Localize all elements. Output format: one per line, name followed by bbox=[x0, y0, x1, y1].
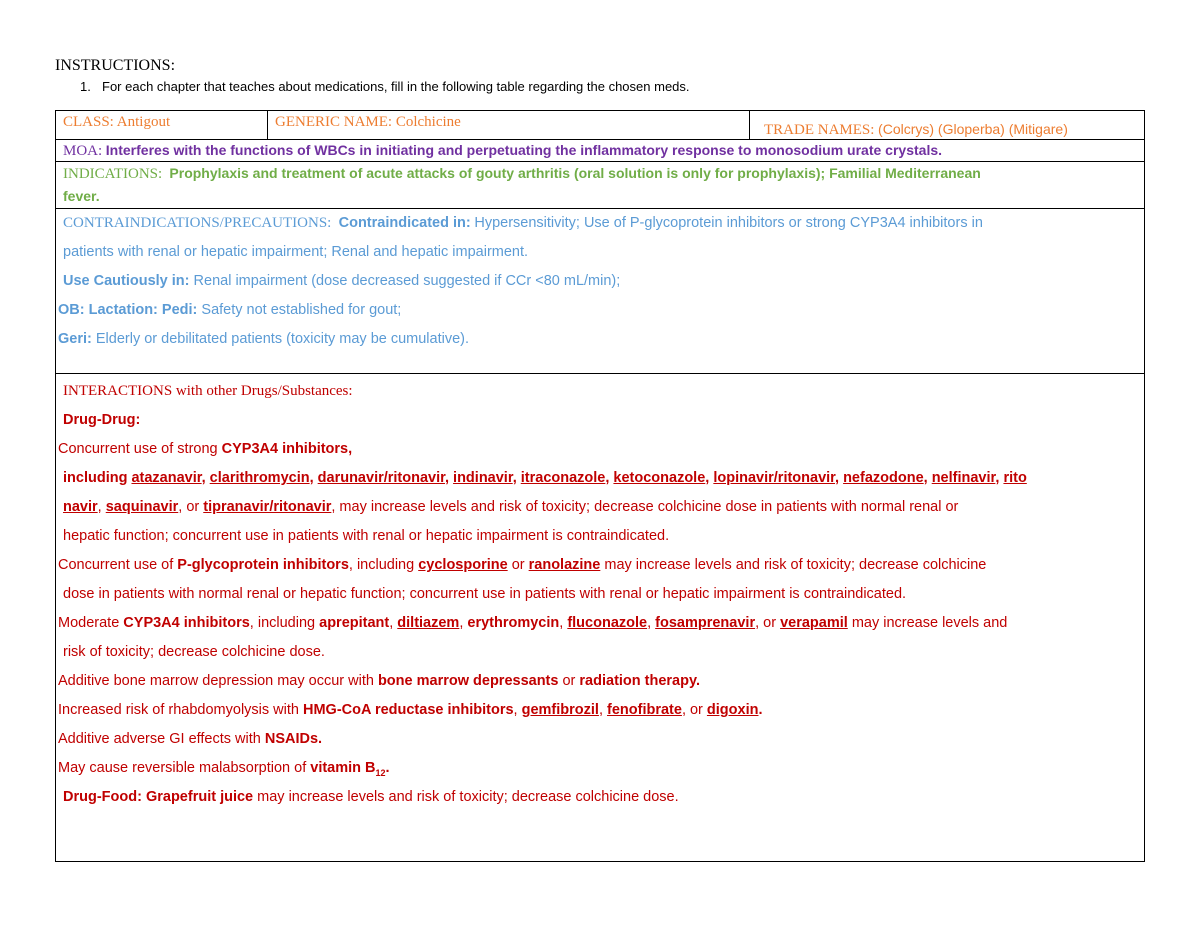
pgp-a: Concurrent use of bbox=[58, 557, 178, 573]
dd2-text: including bbox=[63, 470, 132, 486]
pgp-line-1 bbox=[58, 557, 986, 573]
interactions-label: INTERACTIONS with other Drugs/Substances: bbox=[63, 383, 353, 399]
drug-nefazodone: nefazodone bbox=[843, 470, 924, 486]
indications-text-1: Prophylaxis and treatment of acute attacks of gouty arthritis (oral solution is only for prophylaxis); Familial Mediterranean bbox=[169, 165, 981, 181]
drug-navir: navir bbox=[63, 499, 98, 515]
dd-line-3: navir, saquinavir, or tipranavir/ritonavir, may increase levels and risk of toxicity; decrease colchicine dose in patients with normal renal or bbox=[63, 499, 959, 515]
drug-lopinavir-ritonavir: lopinavir/ritonavir bbox=[713, 470, 836, 486]
drug-darunavir-ritonavir: darunavir/ritonavir bbox=[317, 470, 445, 486]
moa-row bbox=[56, 140, 1144, 162]
drug-food-label: Drug-Food: bbox=[63, 789, 142, 805]
generic-name-cell bbox=[268, 111, 750, 139]
gi-line bbox=[58, 731, 322, 747]
instructions-title: INSTRUCTIONS: bbox=[55, 57, 176, 74]
drug-indinavir: indinavir bbox=[453, 470, 513, 486]
pgp-line-2: dose in patients with normal renal or hepatic function; concurrent use in patients with renal or hepatic impairment is contraindicated. bbox=[63, 586, 907, 602]
pgp-b: P-glycoprotein inhibitors bbox=[177, 557, 349, 573]
gi-a: Additive adverse GI effects with bbox=[58, 731, 265, 747]
food-b: Grapefruit juice bbox=[145, 789, 254, 805]
b12-sub: 12 bbox=[375, 767, 386, 778]
contraindications-row bbox=[56, 209, 1144, 374]
b12-line: May cause reversible malabsorption of vitamin $B_{12}$. bbox=[58, 760, 390, 778]
indications-label: INDICATIONS: bbox=[63, 166, 163, 182]
gi-b: NSAIDs. bbox=[264, 731, 323, 747]
dd1-bold: CYP3A4 inhibitors, bbox=[221, 441, 353, 457]
contra-label: CONTRAINDICATIONS/PRECAUTIONS: bbox=[63, 215, 332, 231]
mod-b: CYP3A4 inhibitors bbox=[123, 615, 250, 631]
generic-name-label: GENERIC NAME: Colchicine bbox=[275, 114, 461, 130]
drug-ketoconazole: ketoconazole bbox=[613, 470, 706, 486]
indications-row bbox=[56, 162, 1144, 209]
drug-cyclosporine: cyclosporine bbox=[418, 557, 508, 573]
caution-line bbox=[63, 273, 620, 289]
caution-text: Renal impairment (dose decreased suggested if CCr <80 mL/min); bbox=[193, 273, 621, 289]
moderate-line-2: risk of toxicity; decrease colchicine dose. bbox=[63, 644, 325, 660]
contra-line-1 bbox=[63, 215, 983, 232]
geri-line bbox=[58, 331, 469, 347]
dd-line-2: including atazanavir, clarithromycin, darunavir/ritonavir, indinavir, itraconazole, ketoconazole, lopinavir/ritonavir, nefazodone, nelfinavir, rito bbox=[63, 470, 1027, 486]
class-cell bbox=[56, 111, 268, 139]
header-row bbox=[56, 111, 1144, 140]
b12-b: vitamin B bbox=[310, 760, 376, 776]
trade-names-label: TRADE NAMES: bbox=[764, 122, 875, 138]
ob-text: Safety not established for gout; bbox=[201, 302, 402, 318]
bone-marrow-line bbox=[58, 673, 700, 689]
moderate-line-1: Moderate CYP3A4 inhibitors, including aprepitant, diltiazem, erythromycin, fluconazole, fosamprenavir, or verapamil may increase levels and bbox=[58, 615, 1008, 631]
mod-j: may increase levels and bbox=[847, 615, 1008, 631]
indications-text-2: fever. bbox=[63, 188, 100, 204]
drug-atazanavir: atazanavir bbox=[131, 470, 202, 486]
drug-fluconazole: fluconazole bbox=[567, 615, 648, 631]
bone-b: bone marrow depressants bbox=[377, 673, 559, 689]
drug-digoxin: digoxin bbox=[706, 702, 759, 718]
instructions-item-number: 1. bbox=[80, 79, 91, 94]
drug-diltiazem: diltiazem bbox=[397, 615, 460, 631]
drug-verapamil: verapamil bbox=[780, 615, 848, 631]
bone-d: radiation therapy. bbox=[579, 673, 700, 689]
drug-saquinavir: saquinavir bbox=[105, 499, 179, 515]
drug-tipranavir-ritonavir: tipranavir/ritonavir bbox=[203, 499, 332, 515]
trade-names-cell bbox=[750, 111, 1144, 139]
drug-drug-label: Drug-Drug: bbox=[63, 412, 141, 428]
drug-clarithromycin: clarithromycin bbox=[209, 470, 310, 486]
rhab-a: Increased risk of rhabdomyolysis with bbox=[58, 702, 303, 718]
trade-names-values: (Colcrys) (Gloperba) (Mitigare) bbox=[878, 121, 1068, 137]
drug-rito: rito bbox=[1003, 470, 1027, 486]
drug-food-line bbox=[63, 789, 679, 805]
moa-text: Interferes with the functions of WBCs in initiating and perpetuating the inflammatory response to monosodium urate crystals. bbox=[105, 142, 943, 158]
rhabdo-line: Increased risk of rhabdomyolysis with HMG-CoA reductase inhibitors, gemfibrozil, fenofibrate, or digoxin. bbox=[58, 702, 763, 718]
drug-fosamprenavir: fosamprenavir bbox=[655, 615, 756, 631]
medication-table bbox=[55, 110, 1145, 862]
rhab-b: HMG-CoA reductase inhibitors bbox=[303, 702, 514, 718]
instructions-item bbox=[80, 79, 690, 94]
contra-line2: patients with renal or hepatic impairment; Renal and hepatic impairment. bbox=[63, 244, 529, 260]
pgp-c: , including bbox=[348, 557, 419, 573]
drug-itraconazole: itraconazole bbox=[520, 470, 606, 486]
instructions-item-text: For each chapter that teaches about medications, fill in the following table regarding the chosen meds. bbox=[102, 79, 690, 94]
drug-fenofibrate: fenofibrate bbox=[607, 702, 682, 718]
class-label: CLASS: Antigout bbox=[63, 114, 171, 130]
b12-a: May cause reversible malabsorption of bbox=[58, 760, 311, 776]
drug-aprepitant: aprepitant bbox=[319, 615, 390, 631]
pgp-e: or bbox=[507, 557, 529, 573]
caution-label: Use Cautiously in: bbox=[63, 273, 190, 289]
mod-a: Moderate bbox=[58, 615, 124, 631]
drug-gemfibrozil: gemfibrozil bbox=[521, 702, 599, 718]
dd-line-1 bbox=[58, 441, 352, 457]
ob-line bbox=[58, 302, 401, 318]
geri-text: Elderly or debilitated patients (toxicity may be cumulative). bbox=[95, 331, 470, 347]
moa-line bbox=[63, 142, 942, 160]
dd3-tail: , may increase levels and risk of toxicity; decrease colchicine dose in patients with normal renal or bbox=[331, 499, 959, 515]
contra-in-label: Contraindicated in: bbox=[338, 215, 471, 231]
drug-ranolazine: ranolazine bbox=[528, 557, 601, 573]
ob-label: OB: Lactation: Pedi: bbox=[58, 302, 198, 318]
bone-a: Additive bone marrow depression may occur with bbox=[58, 673, 378, 689]
drug-erythromycin: erythromycin bbox=[467, 615, 560, 631]
mod-c: , including bbox=[249, 615, 320, 631]
drug-nelfinavir: nelfinavir bbox=[931, 470, 996, 486]
interactions-row bbox=[56, 374, 1144, 861]
indications-line-1 bbox=[63, 165, 981, 183]
food-c: may increase levels and risk of toxicity; decrease colchicine dose. bbox=[253, 789, 679, 805]
bone-c: or bbox=[558, 673, 580, 689]
contra-line1: Hypersensitivity; Use of P-glycoprotein inhibitors or strong CYP3A4 inhibitors in bbox=[474, 215, 983, 231]
trade-names-line bbox=[764, 121, 1068, 139]
geri-label: Geri: bbox=[58, 331, 92, 347]
moa-label: MOA: bbox=[63, 143, 103, 159]
pgp-g: may increase levels and risk of toxicity; decrease colchicine bbox=[600, 557, 987, 573]
dd1-text: Concurrent use of strong bbox=[58, 441, 222, 457]
dd-line-4: hepatic function; concurrent use in patients with renal or hepatic impairment is contraindicated. bbox=[63, 528, 670, 544]
